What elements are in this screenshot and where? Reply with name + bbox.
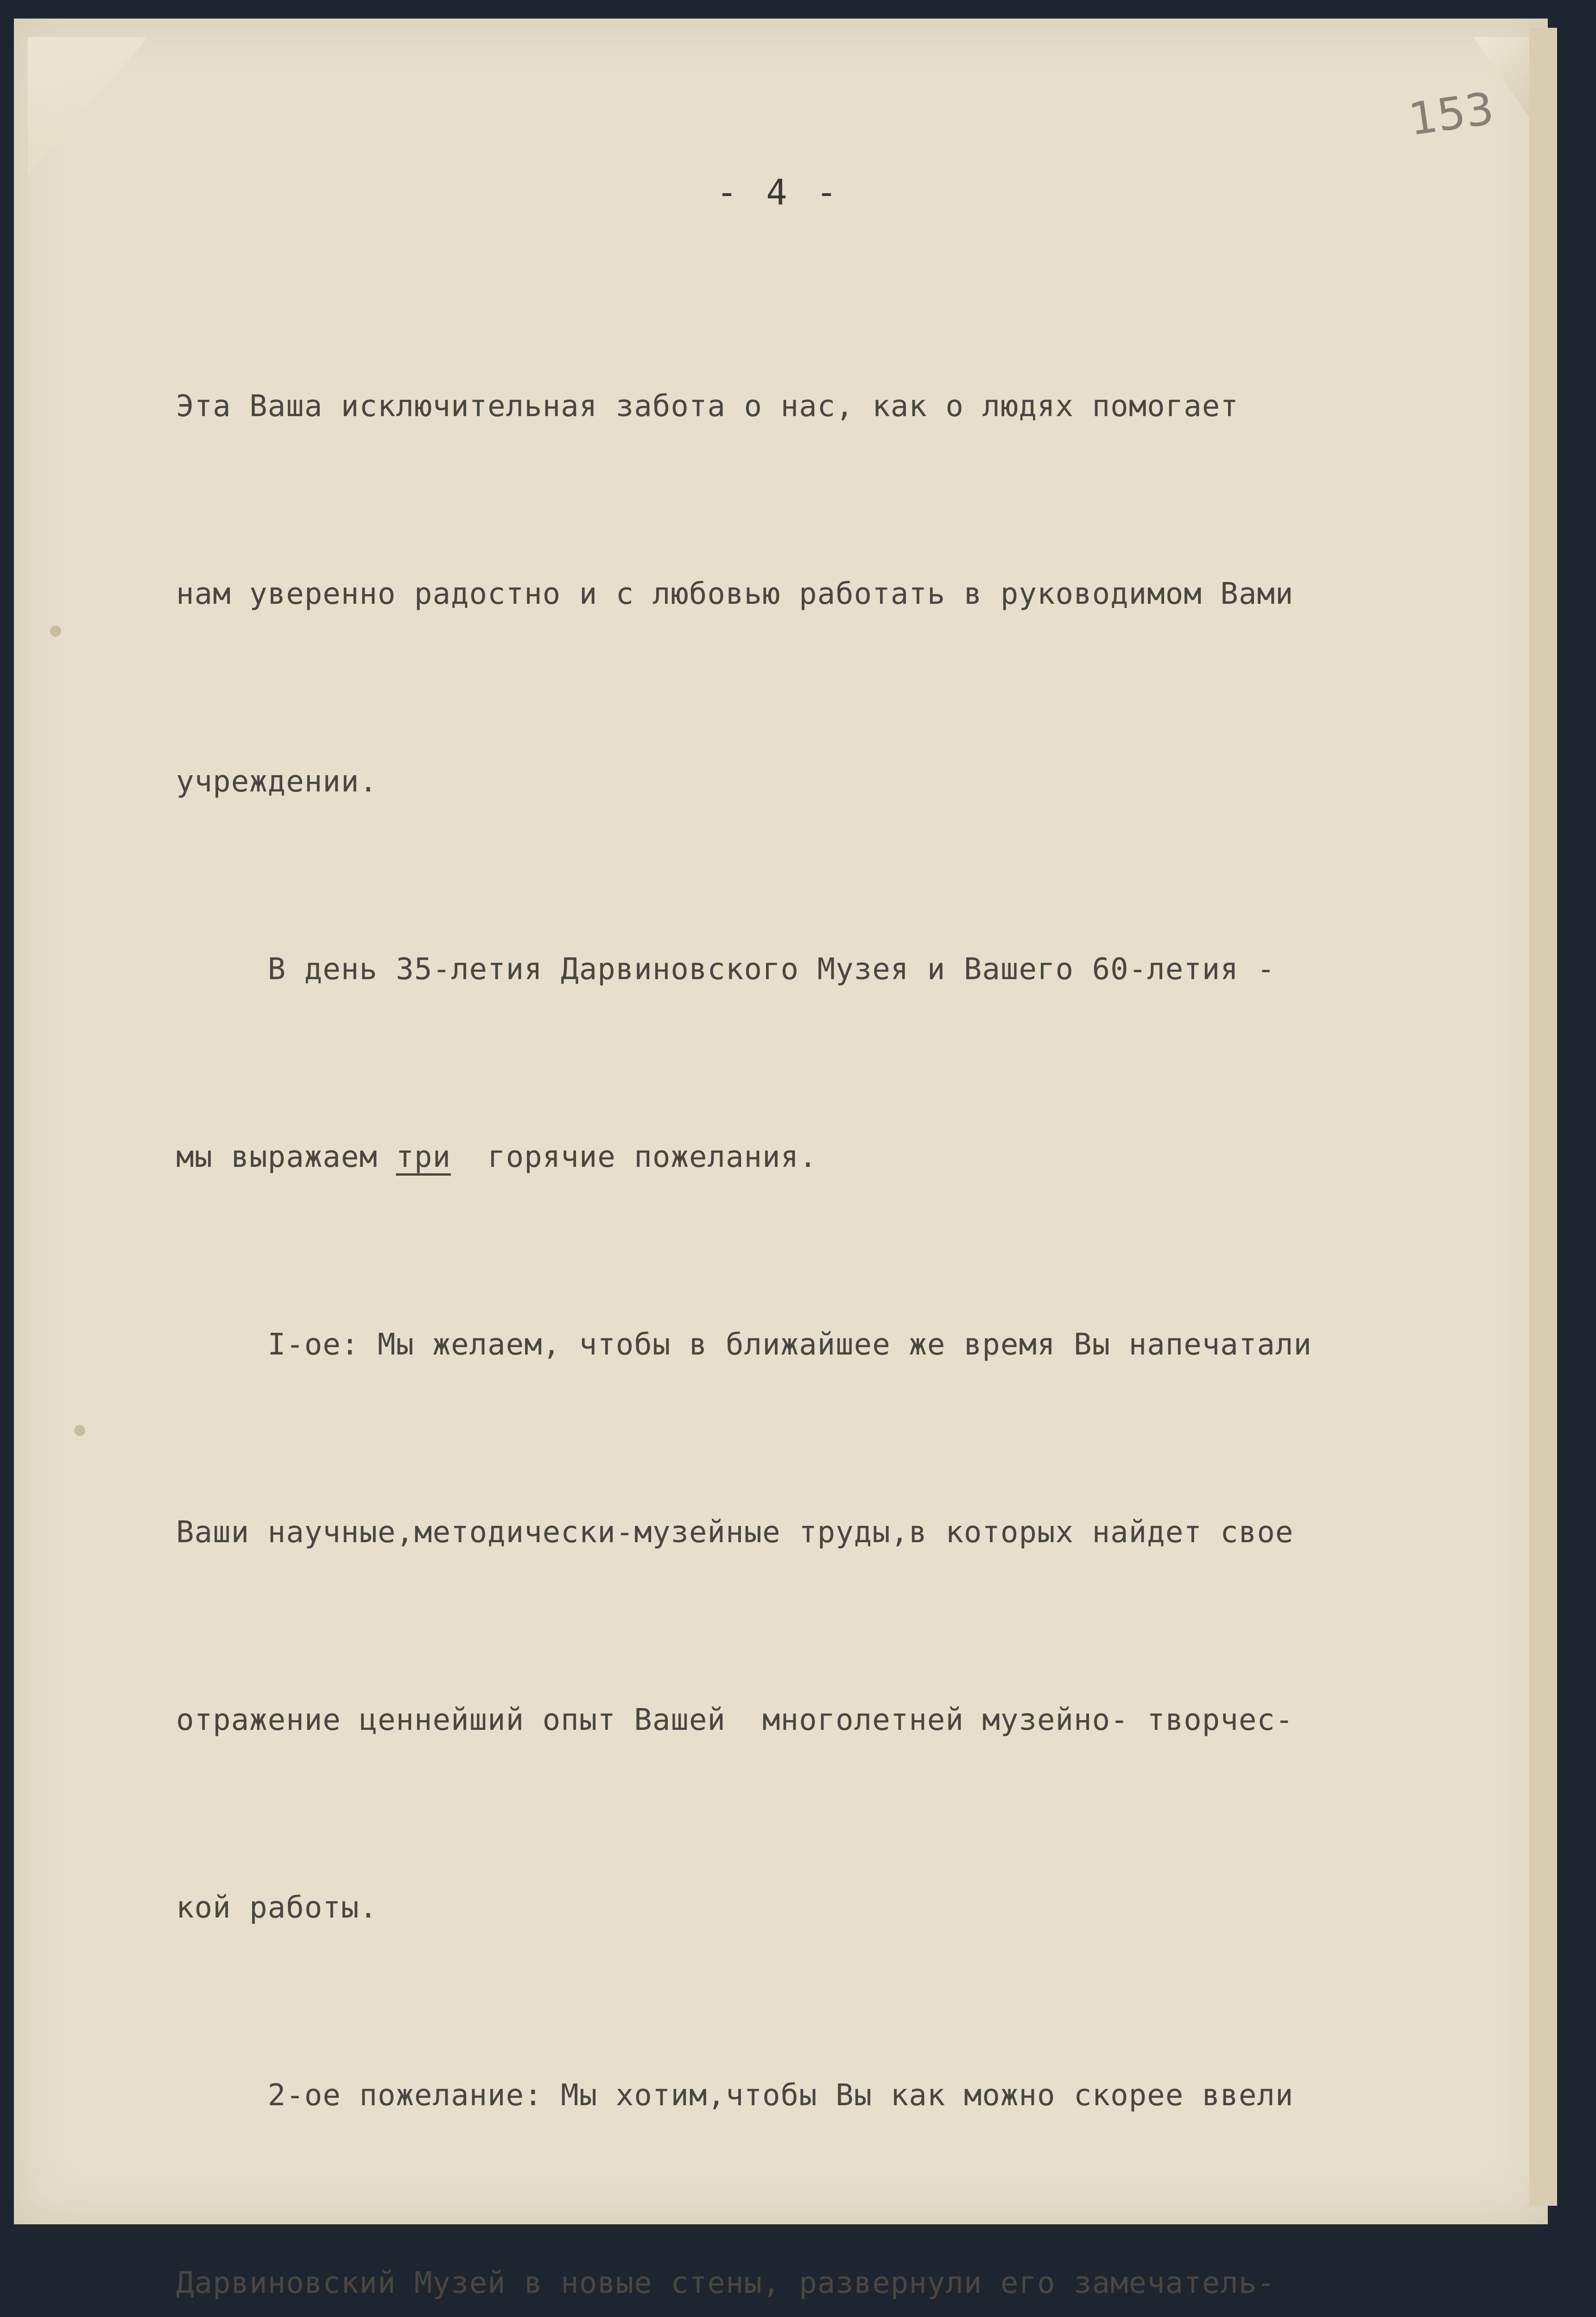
text-line: Дарвиновский Музей в новые стены, развернули его замечатель- (176, 2266, 1275, 2300)
text-line: кой работы. (176, 1891, 378, 1925)
punch-hole-mark (74, 1425, 85, 1436)
text-line-with-underline (176, 1126, 1534, 1189)
document-page (14, 19, 1548, 2300)
text-line: отражение ценнейший опыт Вашей многолетней музейно- творчес- (176, 1703, 1294, 1737)
punch-hole-mark (50, 626, 61, 637)
typed-text-body (176, 250, 1534, 2317)
text-line: В день 35-летия Дарвиновского Музея и Вашего 60-летия - (176, 952, 1275, 987)
page-edge (1529, 28, 1557, 2206)
text-line: Ваши научные,методически-музейные труды,в которых найдет свое (176, 1515, 1294, 1550)
text-segment: мы выражаем (176, 1140, 396, 1174)
page-number: - 4 - (716, 171, 841, 213)
text-line: нам уверенно радостно и с любовью работать в руководимом Вами (176, 577, 1294, 611)
text-line: учреждении. (176, 765, 378, 799)
text-segment: горячие пожелания. (450, 1140, 817, 1174)
page-corner-crease (28, 37, 148, 176)
folio-number: 153 (1406, 82, 1497, 146)
text-line: I-ое: Мы желаем, чтобы в ближайшее же время Вы напечатали (176, 1328, 1312, 1362)
text-line: Эта Ваша исключительная забота о нас, как о людях помогает (176, 389, 1239, 424)
underlined-word: три (396, 1140, 451, 1174)
text-line: 2-ое пожелание: Мы хотим,чтобы Вы как можно скорее ввели (176, 2078, 1294, 2113)
